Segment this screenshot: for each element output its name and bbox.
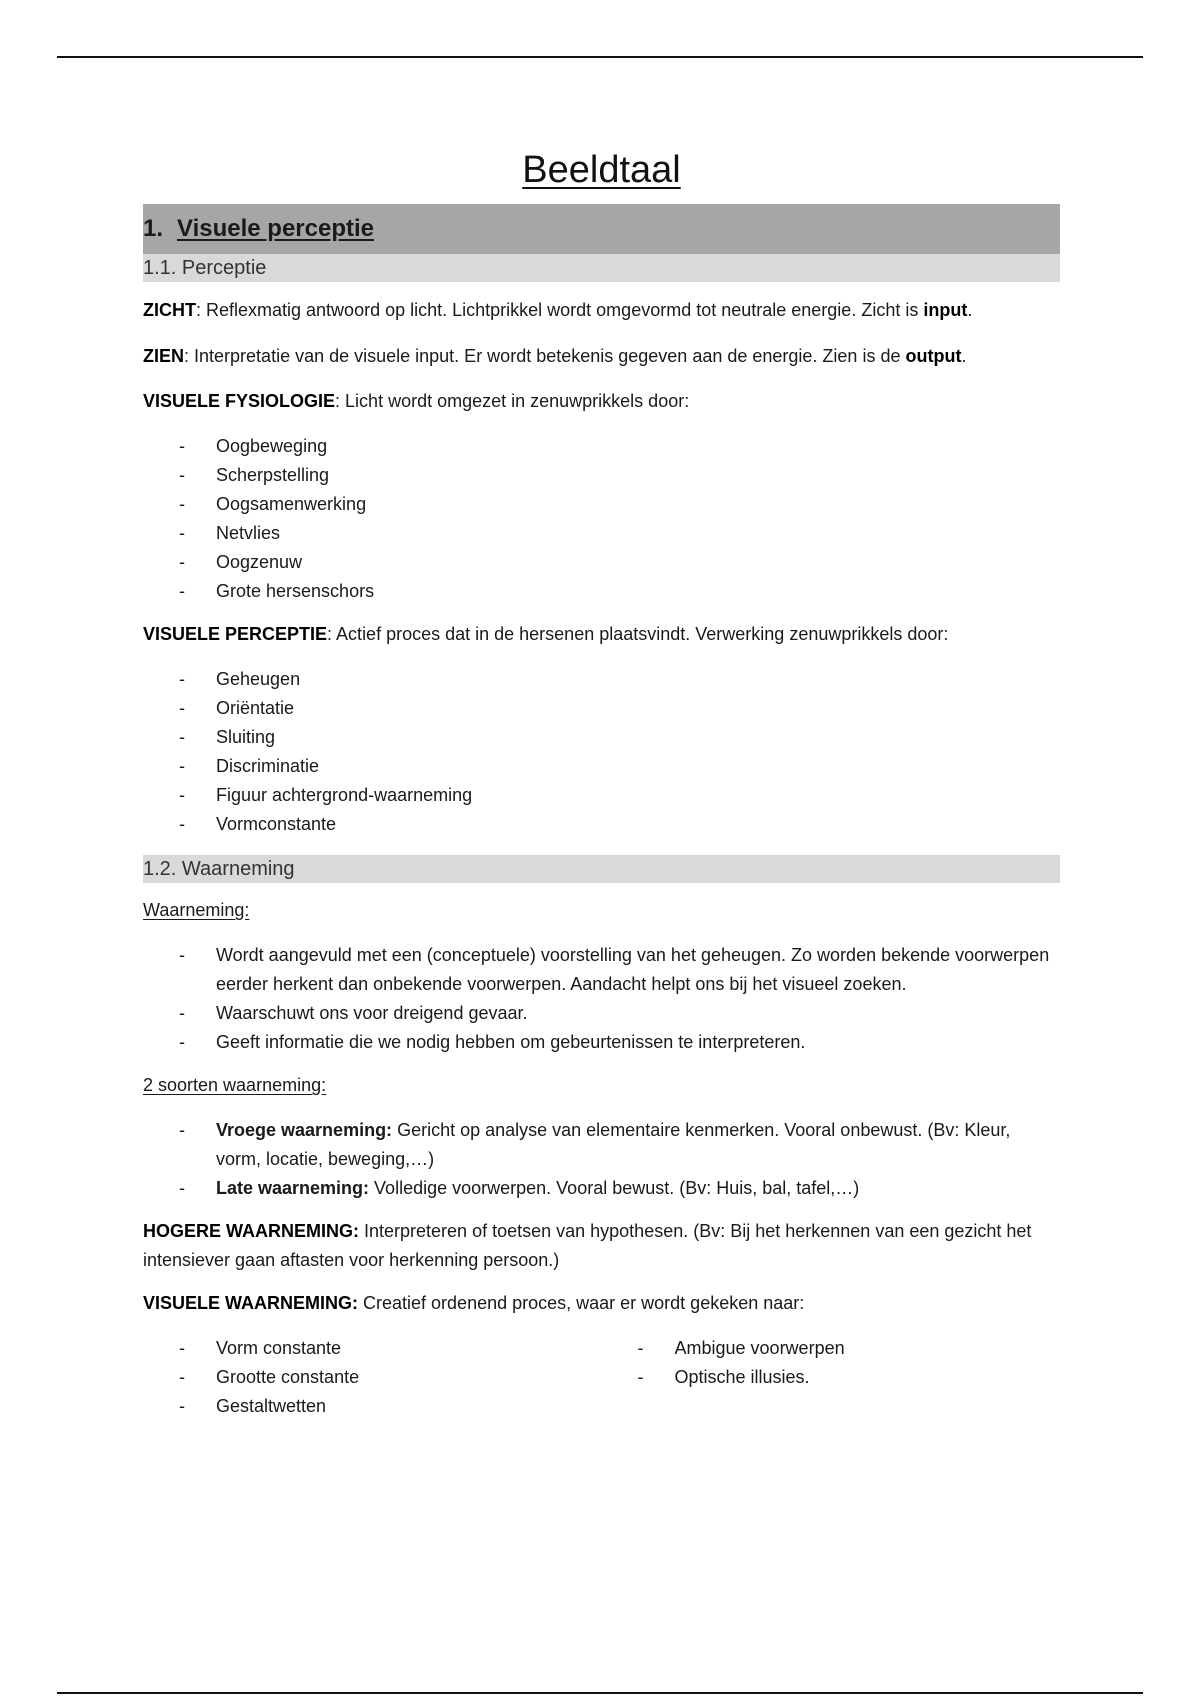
list-item: - Grootte constante — [143, 1363, 602, 1392]
subsection-heading-waarneming: 1.2. Waarneming — [143, 855, 1060, 883]
document-body — [143, 146, 1060, 1421]
list-item: - Oogsamenwerking — [143, 490, 1060, 519]
fysiologie-list — [143, 432, 1060, 606]
list-item: - Ambigue voorwerpen — [602, 1334, 1061, 1363]
perceptie-paragraph: VISUELE PERCEPTIE: Actief proces dat in de hersenen plaatsvindt. Verwerking zenuwprikkels door: — [143, 624, 949, 644]
section-heading-1 — [143, 204, 1060, 254]
list-item: - Oogbeweging — [143, 432, 1060, 461]
waarneming-label: Waarneming: — [143, 900, 250, 920]
soorten-label: 2 soorten waarneming: — [143, 1075, 327, 1095]
list-item: - Vorm constante — [143, 1334, 602, 1363]
soorten-list — [143, 1116, 1060, 1203]
zien-term: ZIEN — [143, 346, 185, 366]
left-column-list — [143, 1334, 602, 1421]
header-rule — [57, 56, 1143, 58]
section-title: Visuele perceptie — [177, 215, 374, 242]
perceptie-term: VISUELE PERCEPTIE — [143, 624, 328, 644]
right-column-list — [602, 1334, 1061, 1421]
list-item: - Netvlies — [143, 519, 1060, 548]
list-item: - Oogzenuw — [143, 548, 1060, 577]
section-number: 1. — [143, 215, 164, 242]
list-item: - Gestaltwetten — [143, 1392, 602, 1421]
fysiologie-paragraph: VISUELE FYSIOLOGIE: Licht wordt omgezet in zenuwprikkels door: — [143, 391, 690, 411]
document-title: Beeldtaal — [522, 149, 681, 191]
list-item: - Wordt aangevuld met een (conceptuele) voorstelling van het geheugen. Zo worden bekende voorwerpen eerder herkent dan onbekende voorwerpen. Aandacht helpt ons bij het visueel zoeken. — [143, 941, 1060, 999]
list-item: - Late waarneming: Volledige voorwerpen. Vooral bewust. (Bv: Huis, bal, tafel,…) — [143, 1174, 1060, 1203]
visuele-waarneming-columns — [143, 1334, 1060, 1421]
hogere-term: HOGERE WAARNEMING: — [143, 1221, 359, 1241]
visuele-waarneming-term: VISUELE WAARNEMING: — [143, 1293, 359, 1313]
list-item: - Sluiting — [143, 723, 1060, 752]
list-item: - Oriëntatie — [143, 694, 1060, 723]
waarneming-list — [143, 941, 1060, 1057]
zien-paragraph: ZIEN: Interpretatie van de visuele input. Er wordt betekenis gegeven aan de energie. Zien is de output. — [143, 346, 967, 366]
list-item: - Optische illusies. — [602, 1363, 1061, 1392]
perceptie-list — [143, 665, 1060, 839]
list-item: - Discriminatie — [143, 752, 1060, 781]
list-item: - Scherpstelling — [143, 461, 1060, 490]
subsection-heading-perceptie: 1.1. Perceptie — [143, 254, 1060, 282]
footer-rule — [57, 1692, 1143, 1694]
list-item: - Waarschuwt ons voor dreigend gevaar. — [143, 999, 1060, 1028]
list-item: - Vroege waarneming: Gericht op analyse van elementaire kenmerken. Vooral onbewust. (Bv: Kleur, vorm, locatie, beweging,…) — [143, 1116, 1060, 1174]
hogere-waarneming-paragraph: HOGERE WAARNEMING: Interpreteren of toetsen van hypothesen. (Bv: Bij het herkennen van een gezicht het intensiever gaan aftasten voor herkenning persoon.) — [143, 1221, 1032, 1270]
visuele-waarneming-paragraph: VISUELE WAARNEMING: Creatief ordenend proces, waar er wordt gekeken naar: — [143, 1293, 805, 1313]
zicht-term: ZICHT — [143, 300, 196, 320]
list-item: - Geheugen — [143, 665, 1060, 694]
fysiologie-term: VISUELE FYSIOLOGIE — [143, 391, 336, 411]
list-item: - Figuur achtergrond-waarneming — [143, 781, 1060, 810]
list-item: - Geeft informatie die we nodig hebben om gebeurtenissen te interpreteren. — [143, 1028, 1060, 1057]
list-item: - Grote hersenschors — [143, 577, 1060, 606]
zicht-paragraph: ZICHT: Reflexmatig antwoord op licht. Lichtprikkel wordt omgevormd tot neutrale energie. Zicht is input. — [143, 300, 973, 320]
list-item: - Vormconstante — [143, 810, 1060, 839]
